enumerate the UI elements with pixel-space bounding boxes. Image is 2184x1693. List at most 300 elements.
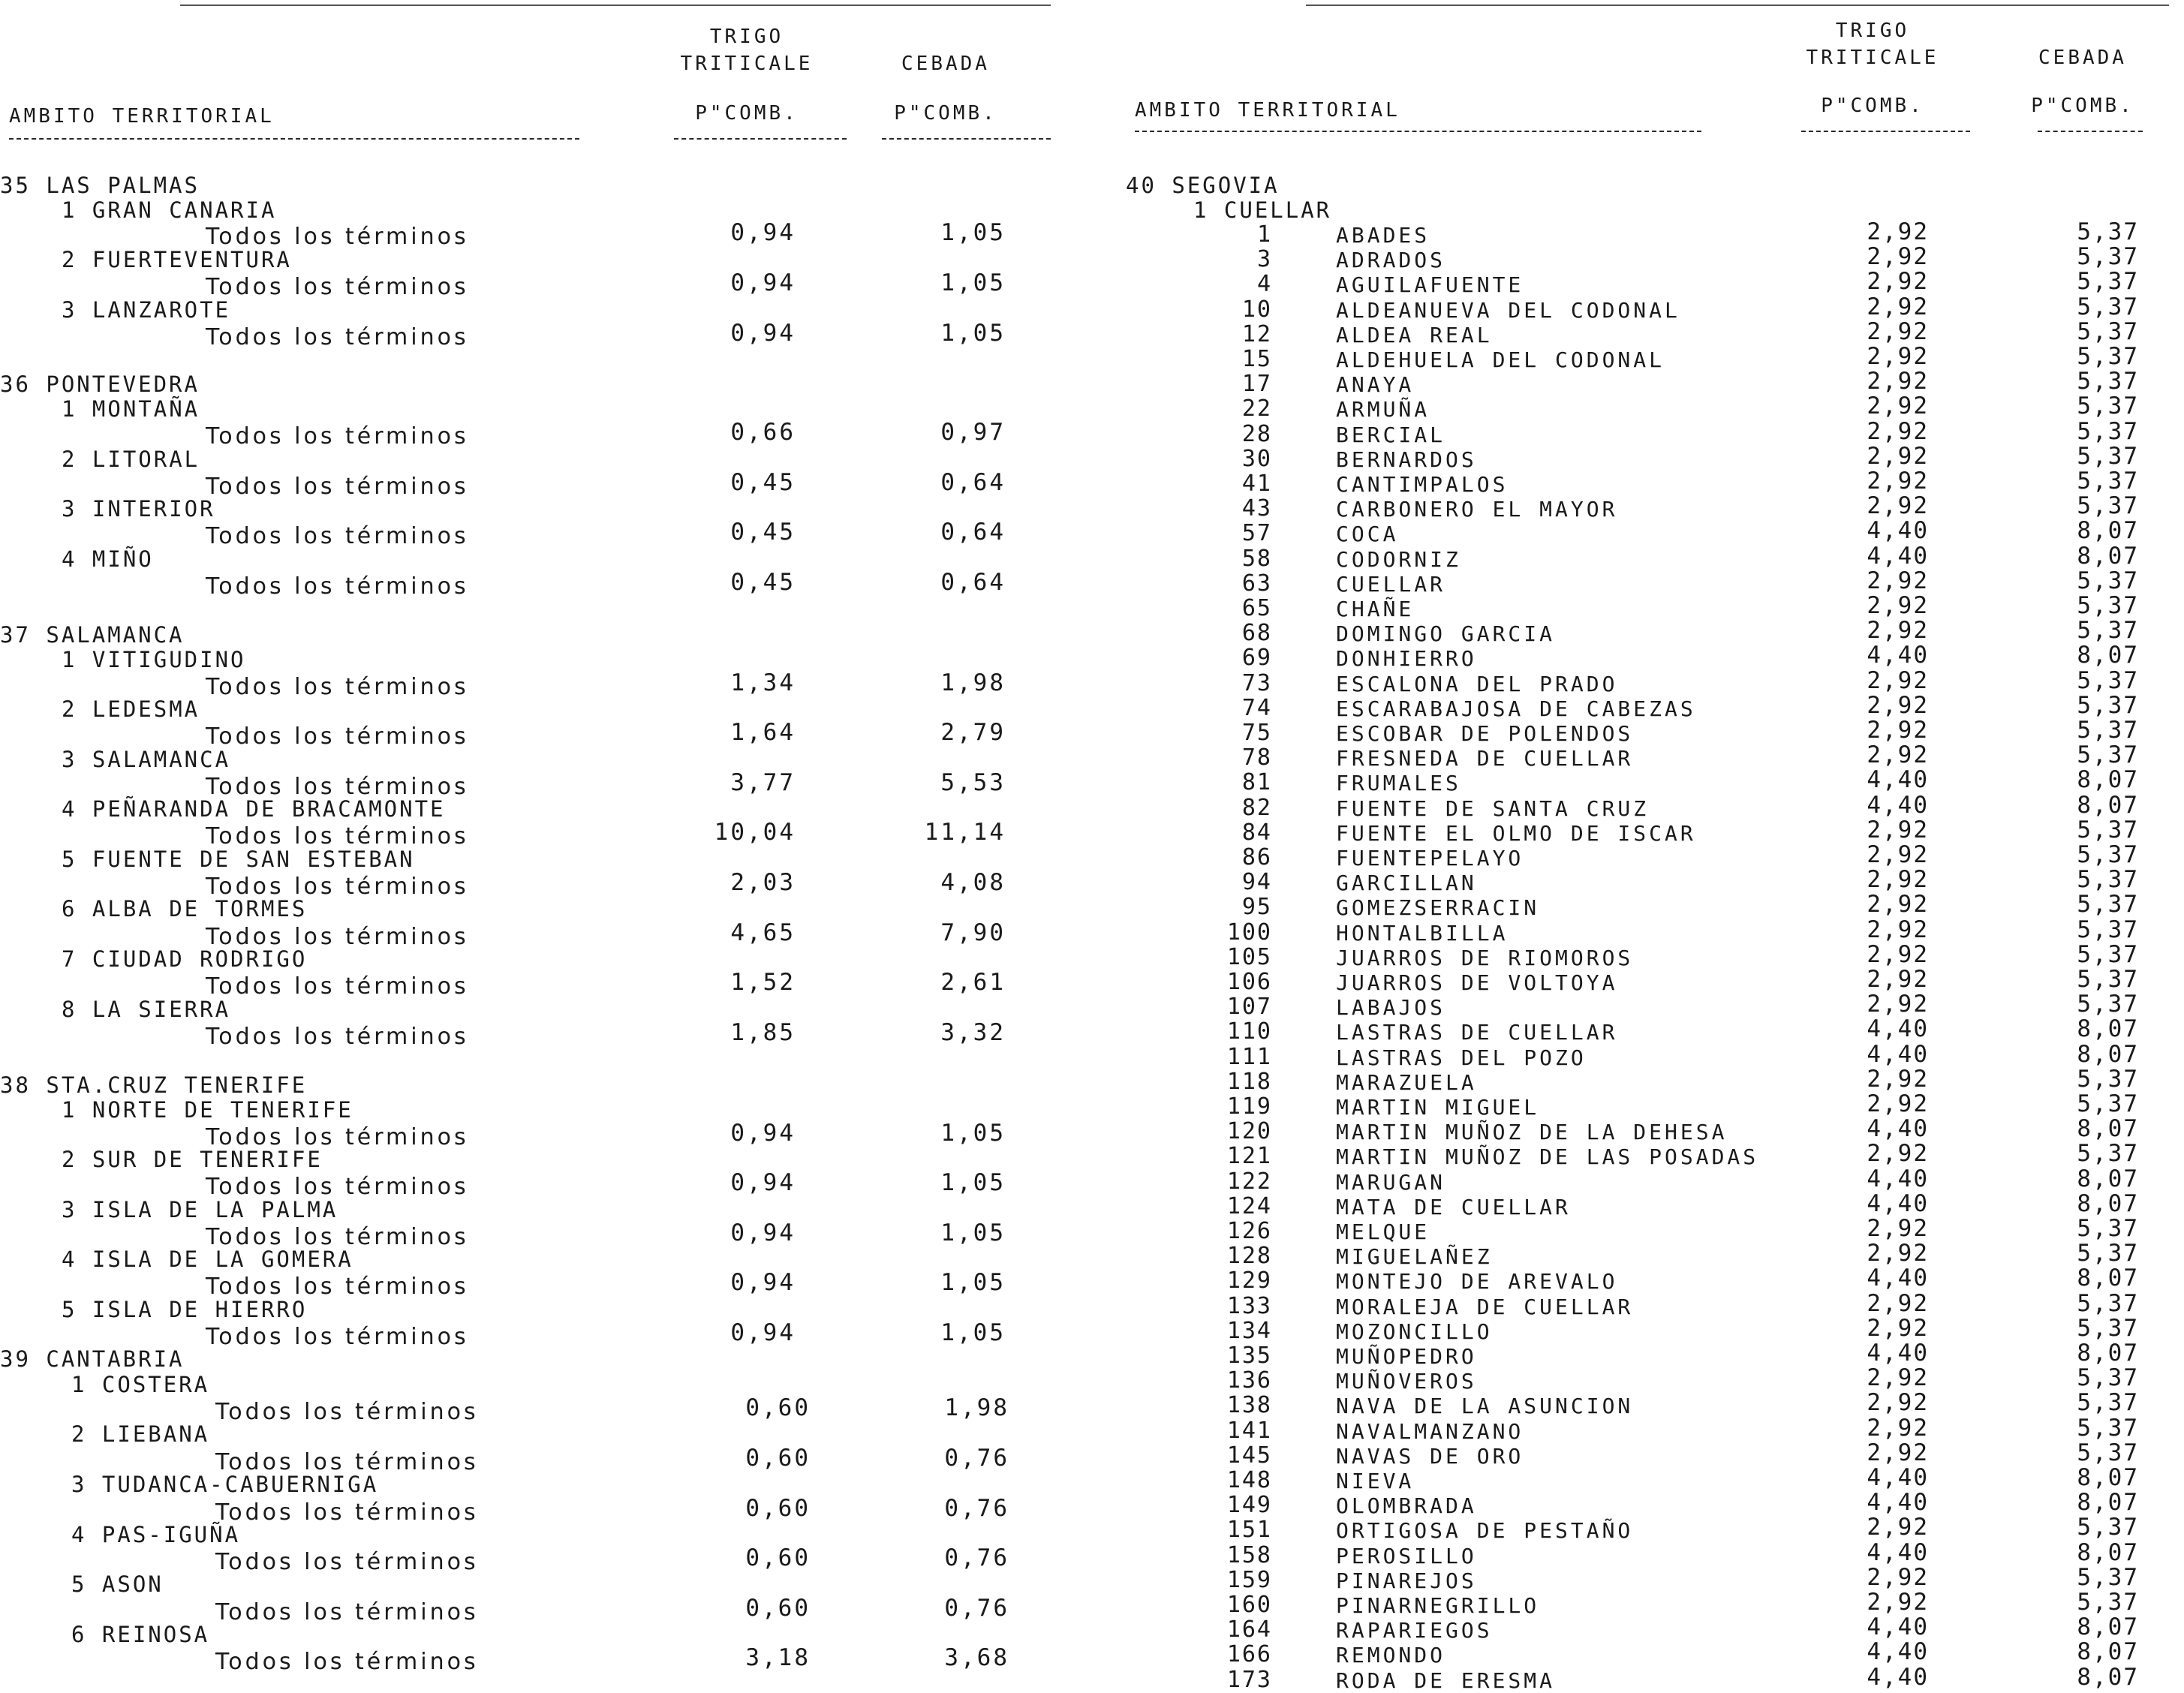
cebada-value: 5,37 [2077,392,2139,419]
todos-los-terminos-label: Todos los términos [206,573,469,600]
header-pcomb-left-1: P"COMB. [695,102,799,125]
cebada-value: 1,05 [940,269,1006,296]
trigo-value: 0,94 [730,1169,796,1196]
todos-los-terminos-label: Todos los términos [206,774,469,800]
municipio-name: GARCILLAN [1336,871,1477,895]
cebada-value: 5,37 [2077,667,2139,694]
cebada-value: 5,53 [940,769,1006,796]
trigo-value: 2,92 [1867,741,1929,768]
todos-los-terminos-label: Todos los términos [206,874,469,900]
cebada-value: 7,90 [940,919,1006,946]
trigo-value: 2,03 [730,869,796,896]
province-heading: 35 LAS PALMAS [0,173,200,198]
cebada-value: 8,07 [2077,1190,2139,1217]
header-cebada-right: CEBADA [2038,47,2127,69]
cebada-value: 8,07 [2077,792,2139,819]
trigo-value: 2,92 [1867,1066,1929,1093]
comarca-heading: 7 CIUDAD RODRIGO [62,946,308,972]
cebada-value: 5,37 [2077,1290,2139,1317]
comarca-heading: 4 PAS-IGUÑA [71,1522,241,1547]
header-cebada-left: CEBADA [901,53,990,75]
cebada-value: 5,37 [2077,592,2139,619]
municipio-code: 4 [1256,271,1272,297]
trigo-value: 2,92 [1867,1514,1929,1541]
municipio-code: 22 [1241,395,1272,422]
cebada-value: 5,37 [2077,368,2139,395]
cebada-value: 5,37 [2077,1364,2139,1391]
municipio-code: 28 [1241,421,1272,447]
cebada-value: 11,14 [924,819,1006,846]
municipio-name: ADRADOS [1336,248,1446,272]
municipio-name: FRESNEDA DE CUELLAR [1336,746,1634,771]
todos-los-terminos-label: Todos los términos [206,1024,469,1050]
province-heading: 37 SALAMANCA [0,622,185,648]
comarca-cuellar: 1 CUELLAR [1193,197,1332,223]
province-heading: 39 CANTABRIA [0,1346,185,1372]
todos-los-terminos-label: Todos los términos [206,274,469,300]
cebada-value: 0,64 [940,519,1006,546]
trigo-value: 2,92 [1867,418,1929,445]
comarca-heading: 2 FUERTEVENTURA [62,247,292,272]
cebada-value: 5,37 [2077,891,2139,918]
trigo-value: 0,60 [745,1445,811,1472]
municipio-code: 164 [1226,1616,1272,1643]
municipio-name: ESCALONA DEL PRADO [1336,672,1618,696]
top-rule-left [180,5,1051,6]
municipio-name: NAVALMANZANO [1336,1419,1524,1444]
trigo-value: 4,40 [1867,1464,1929,1491]
todos-los-terminos-label: Todos los términos [206,423,469,450]
cebada-value: 5,37 [2077,991,2139,1018]
trigo-value: 2,92 [1867,368,1929,395]
municipio-name: BERCIAL [1336,422,1446,447]
municipio-name: LASTRAS DE CUELLAR [1336,1020,1618,1045]
municipio-name: MELQUE [1336,1219,1430,1244]
trigo-value: 2,92 [1867,692,1929,719]
municipio-code: 135 [1226,1343,1272,1369]
todos-los-terminos-label: Todos los términos [206,523,469,549]
trigo-value: 0,94 [730,269,796,296]
municipio-code: 100 [1226,919,1272,946]
trigo-value: 2,92 [1867,1415,1929,1442]
municipio-code: 81 [1241,769,1272,795]
cebada-value: 1,05 [940,1120,1006,1147]
municipio-code: 173 [1226,1667,1272,1693]
municipio-code: 30 [1241,446,1272,472]
municipio-code: 129 [1226,1267,1272,1294]
municipio-code: 166 [1226,1641,1272,1667]
trigo-value: 2,92 [1867,941,1929,968]
cebada-value: 8,07 [2077,1638,2139,1665]
comarca-heading: 1 GRAN CANARIA [62,197,277,223]
province-heading: 36 PONTEVEDRA [0,371,200,397]
header-trigo-left-line2: TRITICALE [680,53,814,75]
cebada-value: 5,37 [2077,318,2139,345]
trigo-value: 2,92 [1867,617,1929,644]
todos-los-terminos-label: Todos los términos [215,1449,479,1475]
cebada-value: 5,37 [2077,1514,2139,1541]
trigo-value: 3,77 [730,769,796,796]
cebada-value: 5,37 [2077,443,2139,470]
municipio-name: RAPARIEGOS [1336,1618,1493,1643]
trigo-value: 4,40 [1867,517,1929,544]
municipio-code: 57 [1241,520,1272,546]
municipio-name: CHAÑE [1336,597,1415,621]
comarca-heading: 5 ASON [71,1571,164,1597]
municipio-name: NIEVA [1336,1469,1415,1493]
municipio-name: ESCARABAJOSA DE CABEZAS [1336,696,1696,721]
cebada-value: 1,05 [940,320,1006,347]
municipio-name: MONTEJO DE AREVALO [1336,1269,1618,1294]
municipio-code: 106 [1226,969,1272,995]
cebada-value: 5,37 [2077,1090,2139,1117]
trigo-value: 4,40 [1867,1340,1929,1367]
municipio-code: 158 [1226,1542,1272,1568]
cebada-value: 5,37 [2077,468,2139,495]
todos-los-terminos-label: Todos los términos [206,674,469,700]
comarca-heading: 3 ISLA DE LA PALMA [62,1197,338,1222]
comarca-heading: 5 ISLA DE HIERRO [62,1297,308,1322]
municipio-code: 65 [1241,595,1272,621]
municipio-code: 121 [1226,1143,1272,1169]
cebada-value: 5,37 [2077,268,2139,295]
cebada-value: 1,98 [940,669,1006,696]
municipio-code: 151 [1226,1517,1272,1543]
trigo-value: 4,40 [1867,1613,1929,1640]
trigo-value: 2,92 [1867,816,1929,843]
trigo-value: 0,94 [730,1319,796,1346]
header-ambito-left: AMBITO TERRITORIAL [9,105,275,128]
municipio-code: 95 [1241,894,1272,920]
trigo-value: 0,60 [745,1595,811,1622]
trigo-value: 2,92 [1867,916,1929,943]
municipio-name: FUENTE DE SANTA CRUZ [1336,796,1650,821]
trigo-value: 4,40 [1867,543,1929,570]
municipio-code: 94 [1241,869,1272,895]
municipio-code: 128 [1226,1243,1272,1269]
cebada-value: 8,07 [2077,1015,2139,1042]
municipio-code: 43 [1241,495,1272,522]
cebada-value: 0,76 [944,1544,1009,1571]
trigo-value: 1,64 [730,719,796,746]
header-rule-right-trigo [1801,131,1970,132]
trigo-value: 2,92 [1867,592,1929,619]
municipio-code: 149 [1226,1492,1272,1518]
cebada-value: 1,05 [940,1219,1006,1246]
header-pcomb-right-2: P"COMB. [2031,95,2134,117]
trigo-value: 4,40 [1867,1041,1929,1068]
trigo-value: 2,92 [1867,293,1929,320]
trigo-value: 2,92 [1867,218,1929,245]
todos-los-terminos-label: Todos los términos [215,1649,479,1675]
trigo-value: 0,60 [745,1495,811,1522]
cebada-value: 5,37 [2077,1066,2139,1093]
cebada-value: 0,64 [940,569,1006,596]
comarca-heading: 3 LANZAROTE [62,297,231,323]
cebada-value: 8,07 [2077,1041,2139,1068]
municipio-name: REMONDO [1336,1643,1446,1667]
trigo-value: 2,92 [1867,1140,1929,1167]
municipio-name: GOMEZSERRACIN [1336,895,1540,920]
municipio-name: LASTRAS DEL POZO [1336,1045,1587,1070]
trigo-value: 0,94 [730,1120,796,1147]
municipio-code: 120 [1226,1118,1272,1144]
todos-los-terminos-label: Todos los términos [206,1224,469,1250]
trigo-value: 2,92 [1867,392,1929,419]
municipio-name: ALDEA REAL [1336,323,1493,347]
municipio-code: 74 [1241,695,1272,721]
cebada-value: 5,37 [2077,293,2139,320]
trigo-value: 2,92 [1867,1439,1929,1466]
comarca-heading: 3 SALAMANCA [62,747,231,772]
trigo-value: 10,04 [714,819,796,846]
cebada-value: 5,37 [2077,567,2139,594]
trigo-value: 2,92 [1867,866,1929,893]
trigo-value: 2,92 [1867,268,1929,295]
cebada-value: 5,37 [2077,841,2139,868]
municipio-name: ABADES [1336,223,1430,248]
municipio-name: MARUGAN [1336,1170,1446,1195]
municipio-name: MUÑOVEROS [1336,1369,1477,1394]
comarca-heading: 2 LITORAL [62,447,200,472]
municipio-code: 12 [1241,321,1272,347]
municipio-name: MOZONCILLO [1336,1319,1493,1344]
cebada-value: 1,98 [944,1394,1009,1421]
comarca-heading: 3 INTERIOR [62,496,215,522]
comarca-heading: 4 PEÑARANDA DE BRACAMONTE [62,796,446,822]
municipio-code: 126 [1226,1218,1272,1244]
municipio-name: PEROSILLO [1336,1544,1477,1568]
trigo-value: 2,92 [1867,1240,1929,1267]
municipio-name: DOMINGO GARCIA [1336,621,1556,646]
cebada-value: 5,37 [2077,617,2139,644]
municipio-code: 159 [1226,1567,1272,1593]
cebada-value: 8,07 [2077,543,2139,570]
cebada-value: 5,37 [2077,916,2139,943]
todos-los-terminos-label: Todos los términos [215,1549,479,1575]
cebada-value: 5,37 [2077,243,2139,270]
todos-los-terminos-label: Todos los términos [206,1274,469,1300]
header-rule-left-trigo [674,138,847,140]
cebada-value: 1,05 [940,1319,1006,1346]
municipio-name: FUENTEPELAYO [1336,846,1524,871]
municipio-code: 68 [1241,620,1272,646]
trigo-value: 2,92 [1867,1564,1929,1591]
trigo-value: 0,66 [730,419,796,446]
todos-los-terminos-label: Todos los términos [206,823,469,850]
trigo-value: 2,92 [1867,1090,1929,1117]
cebada-value: 5,37 [2077,741,2139,768]
todos-los-terminos-label: Todos los términos [206,924,469,950]
comarca-heading: 6 REINOSA [71,1622,210,1647]
trigo-value: 4,40 [1867,1015,1929,1042]
cebada-value: 5,37 [2077,816,2139,843]
trigo-value: 4,40 [1867,1264,1929,1292]
trigo-value: 2,92 [1867,1315,1929,1342]
municipio-code: 3 [1256,246,1272,272]
cebada-value: 8,07 [2077,1539,2139,1566]
municipio-name: ALDEANUEVA DEL CODONAL [1336,298,1680,323]
cebada-value: 5,37 [2077,1140,2139,1167]
municipio-code: 15 [1241,346,1272,372]
trigo-value: 4,40 [1867,792,1929,819]
todos-los-terminos-label: Todos los términos [206,1174,469,1200]
todos-los-terminos-label: Todos los términos [215,1599,479,1625]
municipio-code: 160 [1226,1592,1272,1618]
todos-los-terminos-label: Todos los términos [206,973,469,1000]
header-trigo-right-line1: TRIGO [1835,20,1910,42]
trigo-value: 0,94 [730,1269,796,1296]
municipio-code: 107 [1226,994,1272,1020]
trigo-value: 0,45 [730,469,796,496]
trigo-value: 4,40 [1867,1165,1929,1192]
municipio-name: DONHIERRO [1336,646,1477,671]
municipio-name: CODORNIZ [1336,547,1461,572]
cebada-value: 5,37 [2077,1439,2139,1466]
municipio-name: FRUMALES [1336,771,1461,795]
trigo-value: 2,92 [1867,243,1929,270]
trigo-value: 0,60 [745,1544,811,1571]
cebada-value: 5,37 [2077,866,2139,893]
municipio-code: 110 [1226,1018,1272,1045]
municipio-name: FUENTE EL OLMO DE ISCAR [1336,821,1696,846]
todos-los-terminos-label: Todos los términos [215,1499,479,1526]
municipio-code: 10 [1241,296,1272,323]
municipio-code: 124 [1226,1193,1272,1219]
municipio-code: 84 [1241,819,1272,846]
todos-los-terminos-label: Todos los términos [206,474,469,500]
trigo-value: 2,92 [1867,1364,1929,1391]
municipio-name: HONTALBILLA [1336,921,1509,946]
municipio-name: MARTIN MIGUEL [1336,1095,1540,1120]
cebada-value: 5,37 [2077,343,2139,370]
municipio-code: 141 [1226,1418,1272,1444]
header-pcomb-right-1: P"COMB. [1821,95,1924,117]
todos-los-terminos-label: Todos los términos [206,1324,469,1350]
cebada-value: 5,37 [2077,1215,2139,1242]
cebada-value: 5,37 [2077,717,2139,744]
municipio-code: 69 [1241,645,1272,671]
municipio-code: 86 [1241,844,1272,871]
trigo-value: 0,94 [730,1219,796,1246]
municipio-name: ANAYA [1336,372,1415,397]
header-rule-left-ambito [9,138,579,140]
cebada-value: 5,37 [2077,1415,2139,1442]
municipio-name: BERNARDOS [1336,447,1477,472]
header-trigo-right-line2: TRITICALE [1806,47,1939,69]
municipio-code: 75 [1241,720,1272,746]
municipio-name: RODA DE ERESMA [1336,1668,1556,1693]
trigo-value: 4,40 [1867,1664,1929,1691]
municipio-code: 105 [1226,944,1272,970]
header-rule-left-cebada [882,138,1051,140]
comarca-heading: 3 TUDANCA-CABUERNIGA [71,1472,379,1497]
comarca-heading: 8 LA SIERRA [62,997,231,1022]
municipio-name: CARBONERO EL MAYOR [1336,497,1618,522]
cebada-value: 5,37 [2077,418,2139,445]
municipio-name: MIGUELAÑEZ [1336,1244,1493,1269]
comarca-heading: 2 SUR DE TENERIFE [62,1147,323,1172]
trigo-value: 2,92 [1867,991,1929,1018]
trigo-value: 3,18 [745,1644,811,1671]
cebada-value: 8,07 [2077,517,2139,544]
municipio-code: 111 [1226,1044,1272,1070]
municipio-code: 118 [1226,1069,1272,1095]
municipio-name: COCA [1336,522,1399,546]
todos-los-terminos-label: Todos los términos [206,224,469,250]
trigo-value: 2,92 [1867,567,1929,594]
cebada-value: 8,07 [2077,1115,2139,1142]
trigo-value: 0,45 [730,519,796,546]
top-rule-right [1306,5,2169,6]
municipio-name: CANTIMPALOS [1336,472,1509,497]
municipio-code: 78 [1241,744,1272,771]
cebada-value: 8,07 [2077,1464,2139,1491]
municipio-name: MATA DE CUELLAR [1336,1195,1571,1219]
municipio-name: MARTIN MUÑOZ DE LAS POSADAS [1336,1144,1759,1169]
cebada-value: 3,32 [940,1019,1006,1046]
todos-los-terminos-label: Todos los términos [206,324,469,350]
cebada-value: 0,64 [940,469,1006,496]
trigo-value: 0,60 [745,1394,811,1421]
trigo-value: 2,92 [1867,492,1929,519]
municipio-name: ORTIGOSA DE PESTAÑO [1336,1518,1634,1543]
municipio-code: 1 [1256,221,1272,248]
cebada-value: 5,37 [2077,692,2139,719]
municipio-code: 73 [1241,670,1272,696]
municipio-name: MORALEJA DE CUELLAR [1336,1295,1634,1319]
cebada-value: 1,05 [940,219,1006,246]
municipio-name: ARMUÑA [1336,397,1430,422]
municipio-name: PINARNEGRILLO [1336,1593,1540,1618]
cebada-value: 5,37 [2077,1315,2139,1342]
trigo-value: 4,40 [1867,1115,1929,1142]
cebada-value: 8,07 [2077,766,2139,793]
cebada-value: 5,37 [2077,1589,2139,1616]
cebada-value: 5,37 [2077,1240,2139,1267]
trigo-value: 1,34 [730,669,796,696]
comarca-heading: 1 VITIGUDINO [62,647,246,672]
todos-los-terminos-label: Todos los términos [215,1399,479,1425]
municipio-code: 41 [1241,471,1272,497]
cebada-value: 5,37 [2077,966,2139,993]
header-rule-right-cebada [2038,131,2143,132]
header-ambito-right: AMBITO TERRITORIAL [1135,99,1400,122]
trigo-value: 2,92 [1867,468,1929,495]
trigo-value: 4,40 [1867,1190,1929,1217]
municipio-code: 134 [1226,1318,1272,1344]
municipio-name: MUÑOPEDRO [1336,1344,1477,1369]
municipio-name: CUELLAR [1336,572,1446,597]
trigo-value: 0,94 [730,219,796,246]
trigo-value: 2,92 [1867,443,1929,470]
municipio-name: MARAZUELA [1336,1070,1477,1095]
cebada-value: 5,37 [2077,218,2139,245]
trigo-value: 4,40 [1867,1638,1929,1665]
cebada-value: 0,97 [940,419,1006,446]
municipio-name: JUARROS DE RIOMOROS [1336,946,1634,970]
municipio-code: 119 [1226,1093,1272,1120]
municipio-code: 148 [1226,1467,1272,1493]
trigo-value: 2,92 [1867,1389,1929,1416]
trigo-value: 2,92 [1867,1589,1929,1616]
trigo-value: 0,94 [730,320,796,347]
cebada-value: 1,05 [940,1169,1006,1196]
cebada-value: 5,37 [2077,492,2139,519]
header-rule-right-ambito [1135,131,1701,132]
municipio-name: AGUILAFUENTE [1336,272,1524,297]
todos-los-terminos-label: Todos los términos [206,723,469,750]
